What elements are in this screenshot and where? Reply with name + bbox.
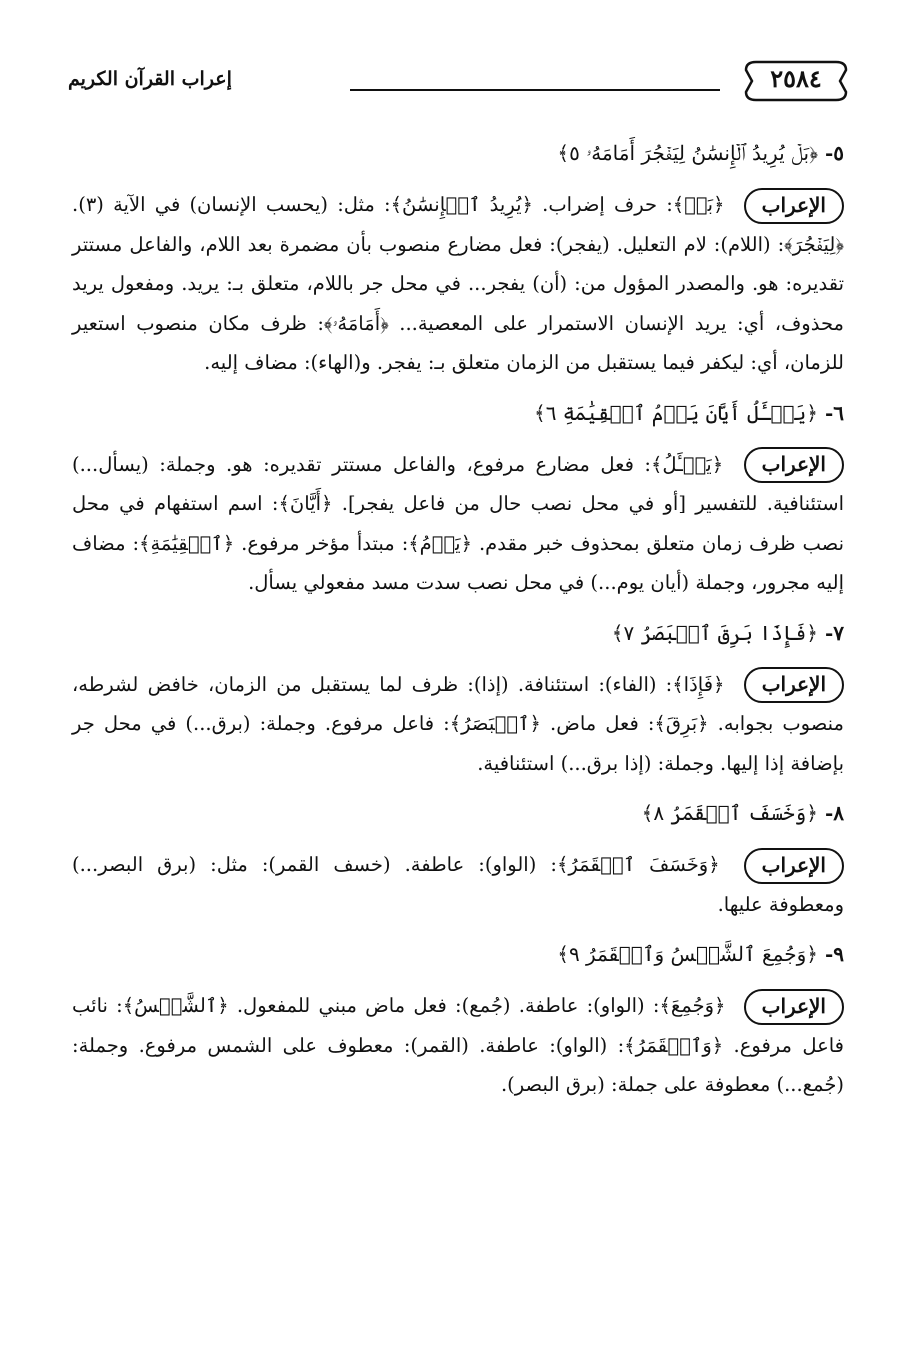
verse-number: ٥- [824,141,844,165]
irab-text: ﴿فَإِذَا﴾: (الفاء): استئنافة. (إذا): ظرف لما يستقبل من الزمان، خافض لشرطه، منصوب بجوابه. ﴿بَرِقَ﴾: فعل ماض. ﴿ٱلۡبَصَرُ﴾: فاعل مرفوع. وجملة: (برق...) في محل جر بإضافة إذا إليها. وجملة: (إذا برق...) استئنافية. [72,672,844,775]
verse-line [72,135,844,171]
irab-badge: الإعراب [744,667,844,703]
irab-badge: الإعراب [744,447,844,483]
page-header [60,58,850,108]
irab-text: ﴿بَلۡ﴾: حرف إضراب. ﴿يُرِيدُ ٱلۡإِنسَٰنُ﴾: مثل: (يحسب الإنسان) في الآية (٣). ﴿لِيَفۡجُرَ﴾: (اللام): لام التعليل. (يفجر): فعل مضارع منصوب بأن مضمرة بعد اللام، والفاعل مستتر تقديره: هو. والمصدر المؤول من: (أن) يفجر... في محل جر باللام، متعلق بـ: يريد. ومفعول يريد محذوف، أي: يريد الإنسان الاستمرار على المعصية... ﴿أَمَامَهُۥ﴾: ظرف مكان منصوب استعير للزمان، أي: ليكفر فيما يستقبل من الزمان متعلق بـ: يفجر. و(الهاء): مضاف إليه. [72,193,844,374]
verse-line [72,936,844,972]
irab-paragraph [72,445,844,603]
verse-text: ﴿فَإِذَا بَرِقَ ٱلۡبَصَرُ ٧﴾ [611,620,818,645]
verse-line [72,395,844,431]
irab-paragraph [72,665,844,784]
header-rule [350,89,720,91]
verse-text: ﴿بَلۡ يُرِيدُ ٱلۡإِنسَٰنُ لِيَفۡجُرَ أَمَامَهُۥ ٥﴾ [557,141,818,165]
verse-text: ﴿وَخَسَفَ ٱلۡقَمَرُ ٨﴾ [641,801,818,825]
irab-badge: الإعراب [744,989,844,1025]
verse-line [72,615,844,651]
verse-number: ٩- [824,942,844,966]
page-number: ٢٥٨٤ [770,64,822,93]
irab-paragraph [72,845,844,924]
verse-line [72,795,844,831]
verse-number: ٨- [824,801,844,825]
irab-badge: الإعراب [744,848,844,884]
irab-badge: الإعراب [744,188,844,224]
book-title: إعراب القرآن الكريم [68,68,232,90]
verse-text: ﴿يَسۡـَٔلُ أَيَّانَ يَوۡمُ ٱلۡقِيَٰمَةِ ٦﴾ [533,400,818,425]
irab-text: ﴿يَسۡـَٔلُ﴾: فعل مضارع مرفوع، والفاعل مستتر تقديره: هو. وجملة: (يسأل...) استئنافية. للتفسير [أو في محل نصب حال من فاعل يفجر]. ﴿أَيَّانَ﴾: اسم استفهام في محل نصب ظرف زمان متعلق بمحذوف خبر مقدم. ﴿يَوۡمُ﴾: مبتدأ مؤخر مرفوع. ﴿ٱلۡقِيَٰمَةِ﴾: مضاف إليه مجرور، وجملة (أيان يوم...) في محل نصب سدت مسد مفعولي يسأل. [72,452,844,594]
verse-text: ﴿وَجُمِعَ ٱلشَّمۡسُ وَٱلۡقَمَرُ ٩﴾ [557,942,818,966]
page-number-frame [742,58,850,104]
irab-text: ﴿وَخَسَفَ ٱلۡقَمَرُ﴾: (الواو): عاطفة. (خسف القمر): مثل: (برق البصر...) ومعطوفة عليها. [72,853,844,916]
irab-text: ﴿وَجُمِعَ﴾: (الواو): عاطفة. (جُمع): فعل ماض مبني للمفعول. ﴿ٱلشَّمۡسُ﴾: نائب فاعل مرفوع. ﴿وَٱلۡقَمَرُ﴾: (الواو): عاطفة. (القمر): معطوف على الشمس مرفوع. وجملة: (جُمع...) معطوفة على جملة: (برق البصر). [72,994,844,1096]
irab-paragraph [72,986,844,1105]
verse-number: ٦- [824,400,844,425]
irab-paragraph [72,185,844,383]
page-content [72,135,844,1117]
verse-number: ٧- [824,620,844,645]
